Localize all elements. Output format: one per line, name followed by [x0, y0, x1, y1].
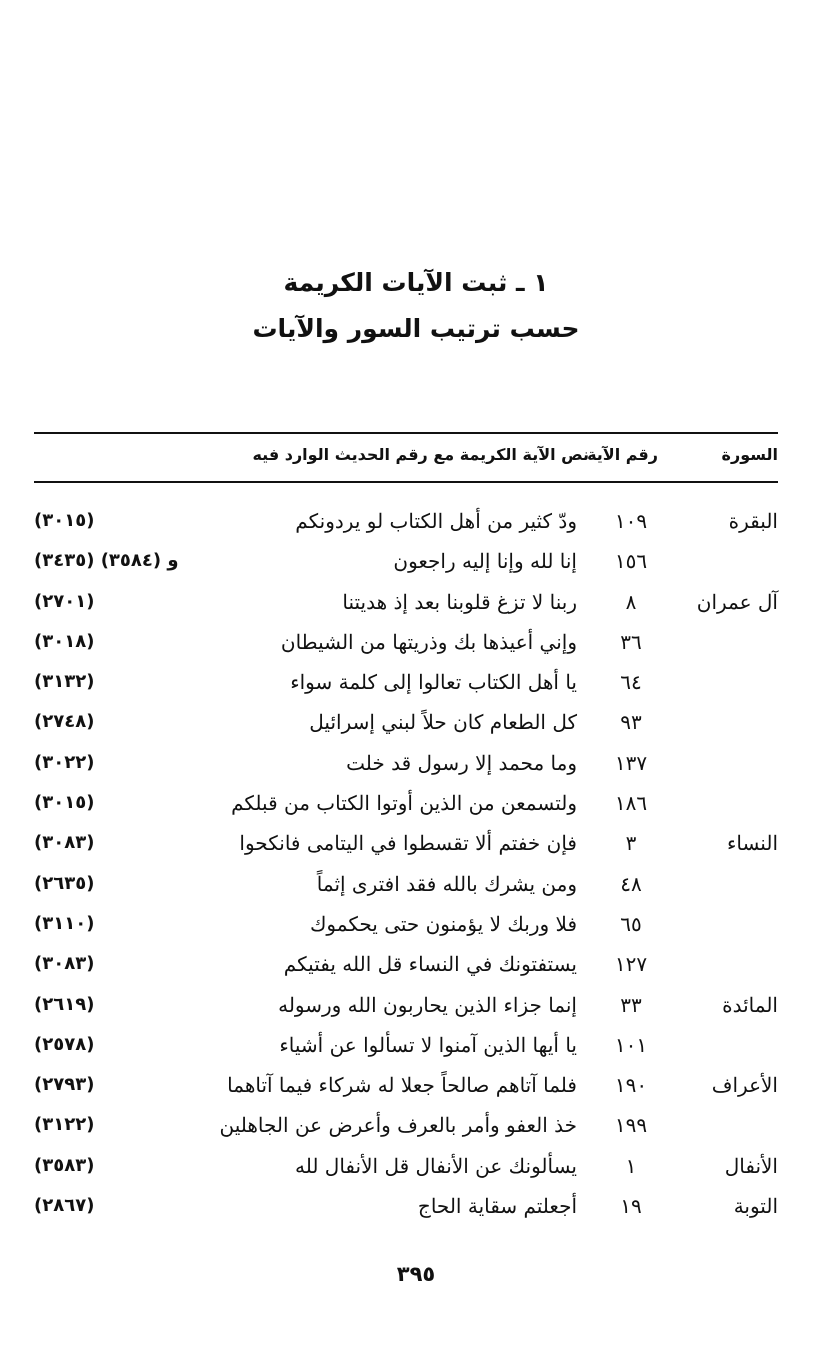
header-ayah-number: رقم الآية [587, 445, 658, 464]
ayah-text: وإني أعيذها بك وذريتها من الشيطان [280, 629, 577, 654]
surah-name: التوبة [733, 1194, 778, 1219]
ayah-number: ١٠٩ [614, 509, 648, 533]
table-row [0, 704, 832, 744]
surah-name: المائدة [722, 992, 778, 1017]
table-row [0, 543, 832, 583]
ayah-text: فلما آتاهم صالحاً جعلا له شركاء فيما آتاهما [227, 1073, 577, 1098]
table-row [0, 1148, 832, 1188]
hadith-reference: (٢٧٤٨) [34, 711, 95, 733]
table-row [0, 503, 832, 543]
ayah-number: ٦٤ [620, 670, 642, 695]
ayah-number: ١ [625, 1153, 637, 1178]
verse-index-table [0, 503, 832, 1228]
ayah-text: خذ العفو وأمر بالعرف وأعرض عن الجاهلين [219, 1113, 577, 1138]
hadith-reference: (٢٦٣٥) [34, 872, 95, 894]
ayah-text: يا أهل الكتاب تعالوا إلى كلمة سواء [290, 670, 577, 695]
table-row [0, 987, 832, 1027]
hadith-reference: (٣٠٢٢) [34, 751, 95, 773]
hadith-reference: (٣٠١٥) [34, 792, 95, 814]
table-row [0, 946, 832, 986]
ayah-text: إنما جزاء الذين يحاربون الله ورسوله [278, 992, 577, 1017]
hadith-reference: (٣٠٨٣) [34, 953, 95, 975]
table-row [0, 1067, 832, 1107]
ayah-text: ودّ كثير من أهل الكتاب لو يردونكم [295, 509, 577, 533]
ayah-text: يستفتونك في النساء قل الله يفتيكم [283, 952, 577, 977]
ayah-number: ١٢٧ [614, 952, 648, 977]
ayah-text: فلا وربك لا يؤمنون حتى يحكموك [309, 911, 577, 936]
ayah-text: فإن خفتم ألا تقسطوا في اليتامى فانكحوا [239, 831, 577, 856]
table-row [0, 785, 832, 825]
ayah-number: ١٩٩ [614, 1113, 648, 1138]
hadith-reference: (٣٤٣٥) و (٣٥٨٤) [34, 550, 179, 572]
hadith-reference: (٣٠١٨) [34, 630, 95, 652]
ayah-number: ١٩ [620, 1194, 642, 1219]
ayah-number: ٩٣ [620, 710, 642, 735]
ayah-text: ومن يشرك بالله فقد افترى إثماً [316, 871, 577, 896]
ayah-number: ١٩٠ [614, 1073, 648, 1098]
hadith-reference: (٣١٢٢) [34, 1114, 95, 1136]
surah-name: البقرة [728, 509, 778, 533]
table-top-rule [34, 432, 778, 434]
table-row [0, 866, 832, 906]
table-row [0, 1027, 832, 1067]
ayah-number: ١٣٧ [614, 750, 648, 775]
ayah-number: ٣ [625, 831, 637, 856]
table-row [0, 584, 832, 624]
ayah-number: ٦٥ [620, 911, 642, 936]
ayah-text: يا أيها الذين آمنوا لا تسألوا عن أشياء [279, 1032, 577, 1057]
page-title: ١ ـ ثبت الآيات الكريمة [283, 268, 549, 297]
surah-name: آل عمران [696, 589, 778, 614]
surah-name: الأعراف [711, 1073, 778, 1098]
ayah-text: إنا لله وإنا إليه راجعون [393, 549, 577, 574]
table-row [0, 1107, 832, 1147]
hadith-reference: (٣٠١٥) [34, 510, 95, 531]
surah-name: النساء [726, 831, 778, 856]
table-row [0, 906, 832, 946]
table-row [0, 745, 832, 785]
page-number: ٣٩٥ [396, 1262, 436, 1286]
ayah-number: ١٨٦ [614, 791, 648, 816]
ayah-number: ١٥٦ [614, 549, 648, 574]
surah-name: الأنفال [724, 1153, 778, 1178]
ayah-text: ربنا لا تزغ قلوبنا بعد إذ هديتنا [342, 589, 577, 614]
table-row [0, 624, 832, 664]
header-ayah-text: نص الآية الكريمة مع رقم الحديث الوارد فيه [252, 445, 589, 464]
ayah-number: ٣٣ [620, 992, 642, 1017]
hadith-reference: (٢٨٦٧) [34, 1195, 95, 1217]
hadith-reference: (٣١٣٢) [34, 671, 95, 693]
ayah-text: كل الطعام كان حلاً لبني إسرائيل [309, 710, 577, 735]
ayah-text: وما محمد إلا رسول قد خلت [346, 750, 577, 775]
hadith-reference: (٣٠٨٣) [34, 832, 95, 854]
ayah-number: ١٠١ [614, 1032, 648, 1057]
hadith-reference: (٣١١٠) [34, 912, 95, 934]
table-row [0, 1188, 832, 1228]
table-row [0, 664, 832, 704]
table-row [0, 825, 832, 865]
ayah-number: ٨ [625, 589, 637, 614]
hadith-reference: (٢٧٩٣) [34, 1074, 95, 1096]
ayah-text: يسألونك عن الأنفال قل الأنفال لله [295, 1153, 577, 1178]
hadith-reference: (٢٥٧٨) [34, 1033, 95, 1055]
ayah-number: ٤٨ [620, 871, 642, 896]
ayah-number: ٣٦ [620, 629, 642, 654]
hadith-reference: (٢٦١٩) [34, 993, 95, 1015]
ayah-text: ولتسمعن من الذين أوتوا الكتاب من قبلكم [231, 791, 577, 816]
page-subtitle: حسب ترتيب السور والآيات [252, 314, 580, 343]
ayah-text: أجعلتم سقاية الحاج [417, 1194, 577, 1219]
hadith-reference: (٢٧٠١) [34, 590, 95, 612]
hadith-reference: (٣٥٨٣) [34, 1154, 95, 1176]
header-surah: السورة [721, 445, 778, 464]
table-header-rule [34, 481, 778, 483]
